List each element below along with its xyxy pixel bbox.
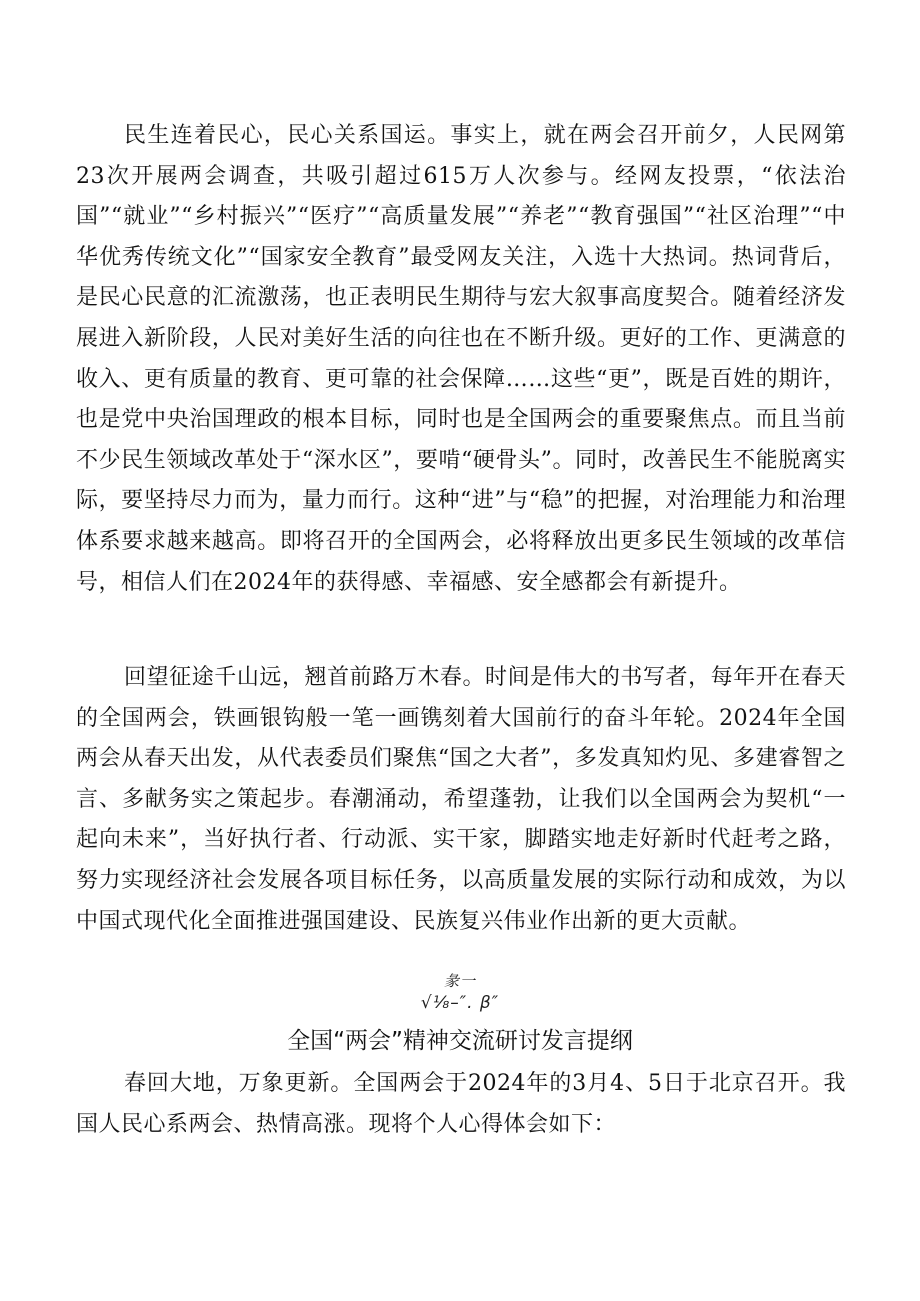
body-paragraph-1: 民生连着民心，民心关系国运。事实上，就在两会召开前夕，人民网第23次开展两会调查，共吸引超过615万人次参与。经网友投票，“依法治国”“就业”“乡村振兴”“医疗”“高质量发展”“养老”“教育强国”“社区治理”“中华优秀传统文化”“国家安全教育”最受网友关注，入选十大热词。热词背后，是民心民意的汇流激荡，也正表明民生期待与宏大叙事高度契合。随着经济发展进入新阶段，人民对美好生活的向往也在不断升级。更好的工作、更满意的收入、更有质量的教育、更可靠的社会保障……这些“更”，既是百姓的期许，也是党中央治国理政的根本目标，同时也是全国两会的重要聚焦点。而且当前不少民生领域改革处于“深水区”，要啃“硬骨头”。同时，改善民生不能脱离实际，要坚持尽力而为，量力而行。这种“进”与“稳”的把握，对治理能力和治理体系要求越来越高。即将召开的全国两会，必将释放出更多民生领域的改革信号，相信人们在2024年的获得感、幸福感、安全感都会有新提升。 (76, 123, 846, 595)
body-paragraph-2: 回望征途千山远，翘首前路万木春。时间是伟大的书写者，每年开在春天的全国两会，铁画银钩般一笔一画镌刻着大国前行的奋斗年轮。2024年全国两会从春天出发，从代表委员们聚焦“国之大者”，多发真知灼见、多建睿智之言、多献务实之策起步。春潮涌动，希望蓬勃，让我们以全国两会为契机“一起向未来”，当好执行者、行动派、实干家，脚踏实地走好新时代赶考之路，努力实现经济社会发展各项目标任务，以高质量发展的实际行动和成效，为以中国式现代化全面推进强国建设、民族复兴伟业作出新的更大贡献。 (76, 665, 846, 934)
handwritten-mark-1: 彖一 (443, 972, 476, 990)
handwritten-mark-2: √⅛–″. β″ (420, 993, 500, 1013)
section-paragraph: 春回大地，万象更新。全国两会于2024年的3月4、5日于北京召开。我国人民心系两会、热情高涨。现将个人心得体会如下： (76, 1071, 846, 1137)
section-title: 全国“两会”精神交流研讨发言提纲 (287, 1028, 633, 1054)
